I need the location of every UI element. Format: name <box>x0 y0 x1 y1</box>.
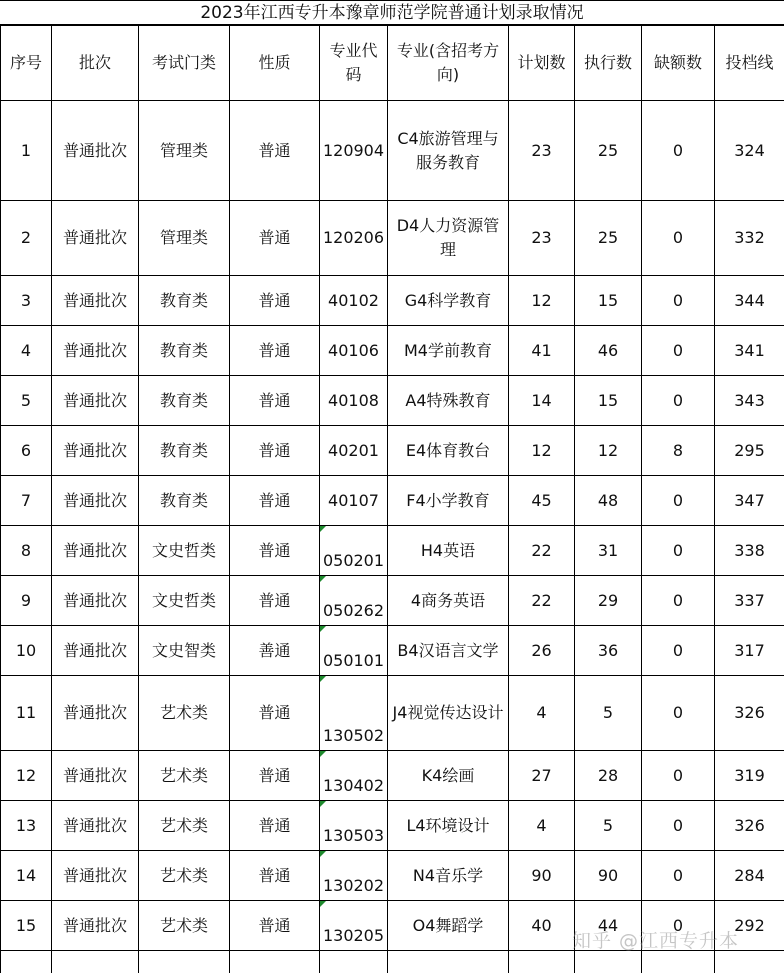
cutoff-score-cell: 341 <box>715 326 784 376</box>
major-name-cell: B4汉语言文学 <box>388 626 509 676</box>
category-cell: 教育类 <box>139 276 230 326</box>
major-name-cell: E4体育教台 <box>388 426 509 476</box>
header-cell: 执行数 <box>575 26 642 101</box>
cutoff-score-cell: 332 <box>715 201 784 276</box>
nature-cell: 普通 <box>230 101 320 201</box>
row-number: 15 <box>1 901 52 951</box>
row-number: 8 <box>1 526 52 576</box>
shortfall-cell: 0 <box>642 201 715 276</box>
admission-table <box>0 25 784 973</box>
header-cell: 序号 <box>1 26 52 101</box>
major-code-cell: 40106 <box>320 326 388 376</box>
nature-cell: 普通 <box>230 201 320 276</box>
row-number: 12 <box>1 751 52 801</box>
header-cell: 专业(含招考方向) <box>388 26 509 101</box>
cutoff-score-cell: 319 <box>715 751 784 801</box>
shortfall-cell: 0 <box>642 851 715 901</box>
batch-cell: 普通批次 <box>52 751 139 801</box>
major-code-cell: 120904 <box>320 101 388 201</box>
shortfall-cell: 0 <box>642 751 715 801</box>
table-row <box>1 851 784 901</box>
trailing-empty-row <box>1 951 784 973</box>
exec-count-cell: 12 <box>575 426 642 476</box>
batch-cell: 普通批次 <box>52 276 139 326</box>
major-name-cell: K4绘画 <box>388 751 509 801</box>
plan-count-cell: 12 <box>509 426 575 476</box>
major-code-cell: 130502 <box>320 676 388 751</box>
exec-count-cell: 90 <box>575 851 642 901</box>
row-number: 3 <box>1 276 52 326</box>
plan-count-cell: 90 <box>509 851 575 901</box>
nature-cell: 普通 <box>230 326 320 376</box>
plan-count-cell: 23 <box>509 101 575 201</box>
row-number: 14 <box>1 851 52 901</box>
category-cell: 文史哲类 <box>139 526 230 576</box>
plan-count-cell: 45 <box>509 476 575 526</box>
category-cell: 教育类 <box>139 476 230 526</box>
batch-cell: 普通批次 <box>52 376 139 426</box>
exec-count-cell: 15 <box>575 376 642 426</box>
batch-cell: 普通批次 <box>52 676 139 751</box>
cutoff-score-cell: 324 <box>715 101 784 201</box>
header-cell: 专业代码 <box>320 26 388 101</box>
major-name-cell: H4英语 <box>388 526 509 576</box>
plan-count-cell: 12 <box>509 276 575 326</box>
major-code-cell: 40102 <box>320 276 388 326</box>
plan-count-cell: 14 <box>509 376 575 426</box>
row-number: 9 <box>1 576 52 626</box>
category-cell: 管理类 <box>139 101 230 201</box>
nature-cell: 普通 <box>230 901 320 951</box>
exec-count-cell: 5 <box>575 676 642 751</box>
cutoff-score-cell: 343 <box>715 376 784 426</box>
major-name-cell: M4学前教育 <box>388 326 509 376</box>
exec-count-cell: 48 <box>575 476 642 526</box>
row-number: 13 <box>1 801 52 851</box>
exec-count-cell: 29 <box>575 576 642 626</box>
exec-count-cell: 25 <box>575 201 642 276</box>
major-code-cell: 130503 <box>320 801 388 851</box>
row-number: 4 <box>1 326 52 376</box>
batch-cell: 普通批次 <box>52 476 139 526</box>
batch-cell: 普通批次 <box>52 426 139 476</box>
category-cell: 管理类 <box>139 201 230 276</box>
cutoff-score-cell: 295 <box>715 426 784 476</box>
plan-count-cell: 4 <box>509 801 575 851</box>
shortfall-cell: 8 <box>642 426 715 476</box>
row-number: 5 <box>1 376 52 426</box>
header-cell: 缺额数 <box>642 26 715 101</box>
table-row <box>1 201 784 276</box>
table-row <box>1 326 784 376</box>
row-number: 7 <box>1 476 52 526</box>
cutoff-score-cell: 326 <box>715 801 784 851</box>
major-name-cell: O4舞蹈学 <box>388 901 509 951</box>
table-row <box>1 426 784 476</box>
category-cell: 教育类 <box>139 376 230 426</box>
nature-cell: 善通 <box>230 626 320 676</box>
table-row <box>1 376 784 426</box>
row-number: 2 <box>1 201 52 276</box>
header-cell: 考试门类 <box>139 26 230 101</box>
cutoff-score-cell: 347 <box>715 476 784 526</box>
plan-count-cell: 40 <box>509 901 575 951</box>
batch-cell: 普通批次 <box>52 801 139 851</box>
nature-cell: 普通 <box>230 376 320 426</box>
nature-cell: 普通 <box>230 576 320 626</box>
shortfall-cell: 0 <box>642 476 715 526</box>
header-cell: 计划数 <box>509 26 575 101</box>
batch-cell: 普通批次 <box>52 576 139 626</box>
category-cell: 教育类 <box>139 326 230 376</box>
table-row <box>1 476 784 526</box>
major-name-cell: F4小学教育 <box>388 476 509 526</box>
header-row <box>1 26 784 101</box>
exec-count-cell: 28 <box>575 751 642 801</box>
shortfall-cell: 0 <box>642 801 715 851</box>
exec-count-cell: 25 <box>575 101 642 201</box>
major-code-cell: 40107 <box>320 476 388 526</box>
major-name-cell: A4特殊教育 <box>388 376 509 426</box>
plan-count-cell: 4 <box>509 676 575 751</box>
cutoff-score-cell: 337 <box>715 576 784 626</box>
shortfall-cell: 0 <box>642 901 715 951</box>
row-number: 11 <box>1 676 52 751</box>
major-code-cell: 130202 <box>320 851 388 901</box>
shortfall-cell: 0 <box>642 276 715 326</box>
major-code-cell: 050262 <box>320 576 388 626</box>
shortfall-cell: 0 <box>642 626 715 676</box>
cutoff-score-cell: 292 <box>715 901 784 951</box>
plan-count-cell: 27 <box>509 751 575 801</box>
batch-cell: 普通批次 <box>52 201 139 276</box>
table-row <box>1 801 784 851</box>
cutoff-score-cell: 284 <box>715 851 784 901</box>
cutoff-score-cell: 338 <box>715 526 784 576</box>
nature-cell: 普通 <box>230 476 320 526</box>
major-name-cell: D4人力资源管理 <box>388 201 509 276</box>
cutoff-score-cell: 317 <box>715 626 784 676</box>
sheet-title: 2023年江西专升本豫章师范学院普通计划录取情况 <box>0 0 784 25</box>
table-row <box>1 751 784 801</box>
category-cell: 艺术类 <box>139 676 230 751</box>
table-row <box>1 626 784 676</box>
exec-count-cell: 31 <box>575 526 642 576</box>
shortfall-cell: 0 <box>642 376 715 426</box>
plan-count-cell: 22 <box>509 526 575 576</box>
major-code-cell: 130402 <box>320 751 388 801</box>
nature-cell: 普通 <box>230 851 320 901</box>
major-name-cell: G4科学教育 <box>388 276 509 326</box>
table-row <box>1 101 784 201</box>
shortfall-cell: 0 <box>642 576 715 626</box>
batch-cell: 普通批次 <box>52 101 139 201</box>
major-code-cell: 050201 <box>320 526 388 576</box>
row-number: 1 <box>1 101 52 201</box>
cutoff-score-cell: 326 <box>715 676 784 751</box>
major-code-cell: 050101 <box>320 626 388 676</box>
exec-count-cell: 36 <box>575 626 642 676</box>
shortfall-cell: 0 <box>642 326 715 376</box>
nature-cell: 普通 <box>230 751 320 801</box>
category-cell: 艺术类 <box>139 801 230 851</box>
table-row <box>1 676 784 751</box>
exec-count-cell: 5 <box>575 801 642 851</box>
major-name-cell: J4视觉传达设计 <box>388 676 509 751</box>
major-name-cell: 4商务英语 <box>388 576 509 626</box>
plan-count-cell: 22 <box>509 576 575 626</box>
major-code-cell: 120206 <box>320 201 388 276</box>
nature-cell: 普通 <box>230 676 320 751</box>
shortfall-cell: 0 <box>642 526 715 576</box>
cutoff-score-cell: 344 <box>715 276 784 326</box>
category-cell: 文史哲类 <box>139 576 230 626</box>
header-cell: 性质 <box>230 26 320 101</box>
shortfall-cell: 0 <box>642 101 715 201</box>
row-number: 6 <box>1 426 52 476</box>
plan-count-cell: 26 <box>509 626 575 676</box>
nature-cell: 普通 <box>230 526 320 576</box>
category-cell: 教育类 <box>139 426 230 476</box>
plan-count-cell: 41 <box>509 326 575 376</box>
watermark: 知乎 @江西专升本 <box>572 930 740 952</box>
table-row <box>1 526 784 576</box>
table-row <box>1 276 784 326</box>
nature-cell: 普通 <box>230 426 320 476</box>
major-code-cell: 40201 <box>320 426 388 476</box>
batch-cell: 普通批次 <box>52 326 139 376</box>
header-cell: 批次 <box>52 26 139 101</box>
major-name-cell: L4环境设计 <box>388 801 509 851</box>
row-number: 10 <box>1 626 52 676</box>
major-code-cell: 40108 <box>320 376 388 426</box>
batch-cell: 普通批次 <box>52 851 139 901</box>
exec-count-cell: 46 <box>575 326 642 376</box>
shortfall-cell: 0 <box>642 676 715 751</box>
exec-count-cell: 44 <box>575 901 642 951</box>
major-name-cell: N4音乐学 <box>388 851 509 901</box>
major-name-cell: C4旅游管理与服务教育 <box>388 101 509 201</box>
category-cell: 文史智类 <box>139 626 230 676</box>
batch-cell: 普通批次 <box>52 626 139 676</box>
table-row <box>1 576 784 626</box>
category-cell: 艺术类 <box>139 751 230 801</box>
nature-cell: 普通 <box>230 801 320 851</box>
category-cell: 艺术类 <box>139 851 230 901</box>
major-code-cell: 130205 <box>320 901 388 951</box>
exec-count-cell: 15 <box>575 276 642 326</box>
category-cell: 艺术类 <box>139 901 230 951</box>
plan-count-cell: 23 <box>509 201 575 276</box>
header-cell: 投档线 <box>715 26 784 101</box>
nature-cell: 普通 <box>230 276 320 326</box>
batch-cell: 普通批次 <box>52 526 139 576</box>
batch-cell: 普通批次 <box>52 901 139 951</box>
